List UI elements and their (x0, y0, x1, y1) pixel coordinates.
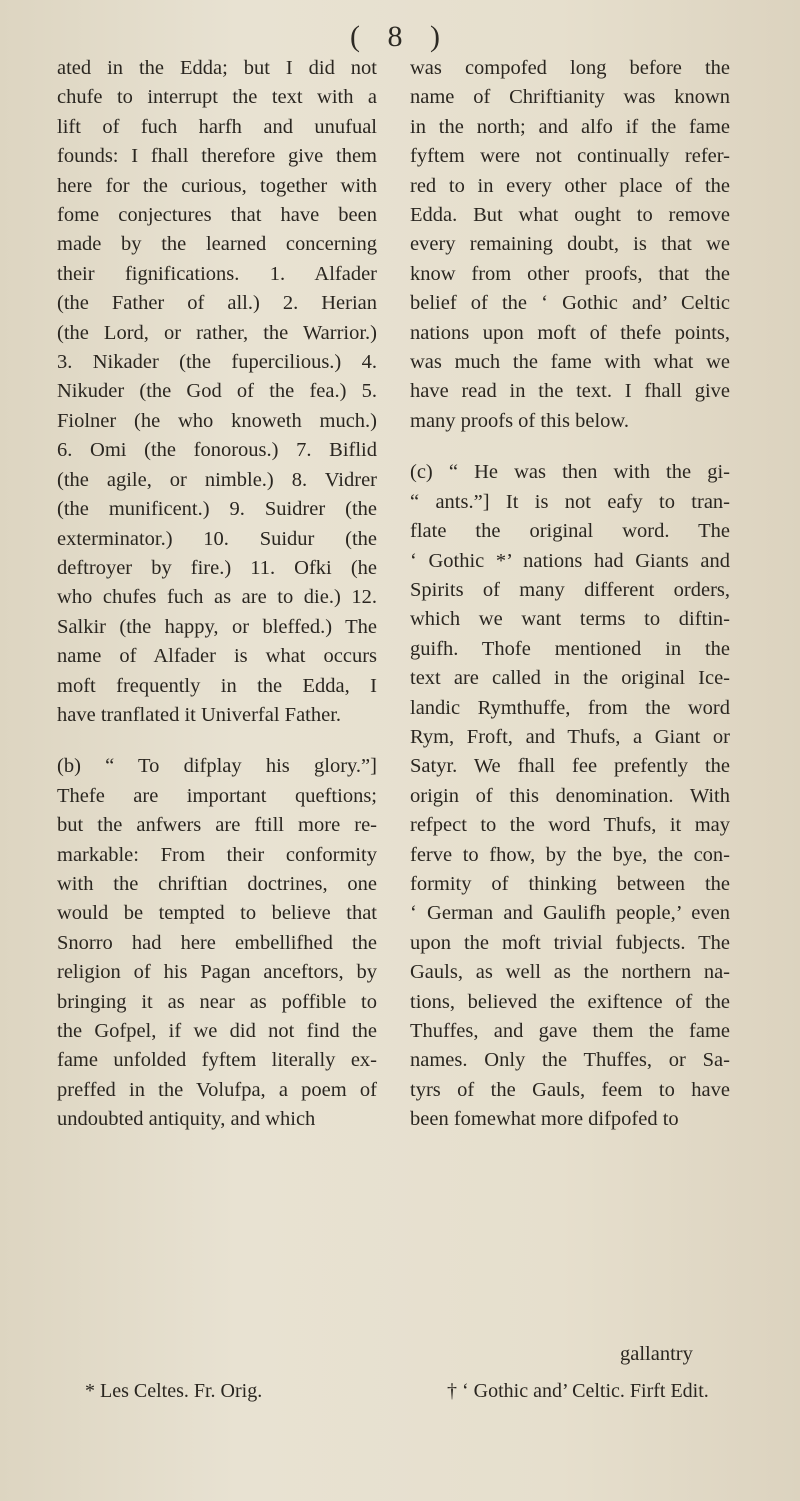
text-line: Gauls, as well as the northern na- (410, 961, 730, 984)
text-line: Spirits of many different orders, (410, 578, 730, 601)
text-line: moft frequently in the Edda, I (57, 674, 377, 697)
text-line: ated in the Edda; but I did not (57, 57, 377, 79)
text-line: (b) “ To difplay his glory.”] (57, 755, 377, 778)
text-line: (the munificent.) 9. Suidrer (the (57, 498, 377, 521)
paragraph (410, 54, 730, 436)
text-line: fome conjectures that have been (57, 204, 377, 227)
text-line: Satyr. We fhall fee prefently the (410, 755, 730, 778)
text-line: text are called in the original Ice- (410, 667, 730, 690)
text-line: Thuffes, and gave them the fame (410, 1020, 730, 1042)
text-line: guifh. Thofe mentioned in the (410, 637, 730, 660)
paragraph (57, 54, 377, 730)
text-line: bringing it as near as poffible to (57, 990, 377, 1013)
text-line: markable: From their conformity (57, 843, 377, 866)
footnote-right: † ‘ Gothic and’ Celtic. Firft Edit. (447, 1380, 709, 1402)
paragraph (57, 752, 377, 1134)
text-line: the Gofpel, if we did not find the (57, 1020, 377, 1042)
left-column (57, 54, 377, 1135)
text-line: tyrs of the Gauls, feem to have (410, 1078, 730, 1101)
text-line: here for the curious, together with (57, 174, 377, 197)
text-line: ferve to fhow, by the bye, the con- (410, 843, 730, 866)
text-line: undoubted antiquity, and which (57, 1108, 316, 1131)
text-line: Salkir (the happy, or bleffed.) The (57, 615, 377, 638)
text-line: ‘ German and Gaulifh people,’ even (410, 902, 730, 925)
text-line: religion of his Pagan anceftors, by (57, 961, 377, 984)
catchword: gallantry (620, 1343, 693, 1365)
text-line: belief of the ‘ Gothic and’ Celtic (410, 292, 730, 315)
text-line: been fomewhat more difpofed to (410, 1108, 679, 1131)
paragraph (410, 458, 730, 1134)
text-line: origin of this denomination. With (410, 784, 730, 807)
page-number: ( 8 ) (350, 20, 450, 53)
text-line: refpect to the word Thufs, it may (410, 814, 730, 837)
text-line: ‘ Gothic *’ nations had Giants and (410, 549, 730, 572)
text-line: 6. Omi (the fonorous.) 7. Biflid (57, 439, 377, 462)
text-line: fyftem were not continually refer- (410, 145, 730, 168)
text-line: name of Alfader is what occurs (57, 645, 377, 668)
text-line: have read in the text. I fhall give (410, 380, 730, 403)
text-line: 3. Nikader (the fupercilious.) 4. (57, 351, 377, 374)
text-line: formity of thinking between the (410, 872, 730, 895)
text-line: flate the original word. The (410, 520, 730, 543)
text-line: founds: I fhall therefore give them (57, 145, 377, 168)
text-line: (c) “ He was then with the gi- (410, 461, 730, 484)
text-line: Thefe are important queftions; (57, 784, 377, 807)
text-line: chufe to interrupt the text with a (57, 86, 377, 109)
text-line: Nikuder (the God of the fea.) 5. (57, 380, 377, 403)
text-line: “ ants.”] It is not eafy to tran- (410, 490, 730, 513)
text-line: made by the learned concerning (57, 233, 377, 256)
text-line: name of Chriftianity was known (410, 86, 730, 109)
text-line: lift of fuch harfh and unufual (57, 115, 377, 138)
text-line: was much the fame with what we (410, 351, 730, 374)
text-line: in the north; and alfo if the fame (410, 115, 730, 138)
right-column (410, 54, 730, 1135)
text-line: have tranflated it Univerfal Father. (57, 703, 342, 726)
text-line: landic Rymthuffe, from the word (410, 696, 730, 719)
text-line: tions, believed the exiftence of the (410, 990, 730, 1013)
footnote-left: * Les Celtes. Fr. Orig. (85, 1380, 263, 1402)
text-line: many proofs of this below. (410, 409, 630, 432)
text-line: which we want terms to diftin- (410, 608, 730, 631)
text-line: (the Father of all.) 2. Herian (57, 292, 377, 315)
text-line: deftroyer by fire.) 11. Ofki (he (57, 556, 377, 579)
text-line: preffed in the Volufpa, a poem of (57, 1078, 377, 1101)
text-line: exterminator.) 10. Suidur (the (57, 527, 377, 550)
text-line: but the anfwers are ftill more re- (57, 814, 377, 837)
text-line: red to in every other place of the (410, 174, 730, 197)
text-line: names. Only the Thuffes, or Sa- (410, 1049, 730, 1072)
text-line: upon the moft trivial fubjects. The (410, 931, 730, 954)
text-line: (the agile, or nimble.) 8. Vidrer (57, 468, 377, 491)
text-line: fame unfolded fyftem literally ex- (57, 1049, 377, 1072)
text-line: nations upon moft of thefe points, (410, 321, 730, 344)
text-line: know from other proofs, that the (410, 262, 730, 285)
text-line: who chufes fuch as are to die.) 12. (57, 586, 377, 609)
text-line: Edda. But what ought to remove (410, 204, 730, 227)
text-line: (the Lord, or rather, the Warrior.) (57, 321, 377, 344)
text-line: with the chriftian doctrines, one (57, 872, 377, 895)
text-line: Fiolner (he who knoweth much.) (57, 409, 377, 432)
text-line: was compofed long before the (410, 57, 730, 79)
text-line: every remaining doubt, is that we (410, 233, 730, 256)
text-line: their fignifications. 1. Alfader (57, 262, 377, 285)
text-line: Snorro had here embellifhed the (57, 931, 377, 954)
text-line: Rym, Froft, and Thufs, a Giant or (410, 725, 730, 748)
text-line: would be tempted to believe that (57, 902, 377, 925)
